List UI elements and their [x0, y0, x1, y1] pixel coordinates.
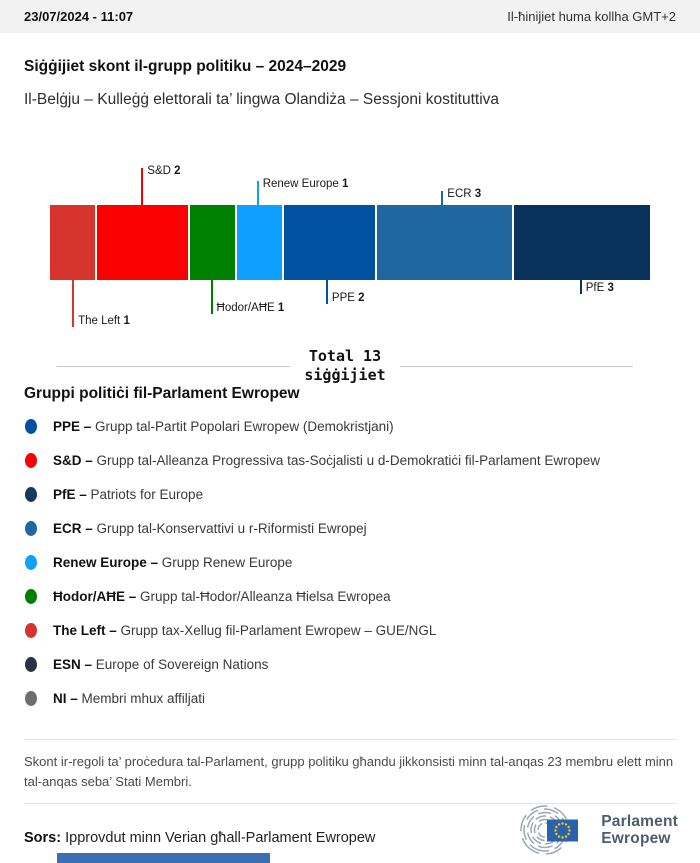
legend-dot-ni [25, 691, 37, 706]
bar-segment-renew-europe[interactable] [237, 205, 282, 280]
legend-item-esn [0, 647, 700, 681]
bar-segment-pfe[interactable] [514, 205, 650, 280]
legend-text: Ħodor/AĦE – Grupp tal-Ħodor/Alleanza Ħielsa Ewropea [53, 588, 391, 604]
bar-segment-s-d[interactable] [97, 205, 187, 280]
leader-line-the-left [72, 280, 74, 327]
legend-text: S&D – Grupp tal-Alleanza Progressiva tas-Soċjalisti u d-Demokratiċi fil-Parlament Ewropew [53, 452, 600, 468]
legend-text: ECR – Grupp tal-Konservattivi u r-Riformisti Ewropej [53, 520, 367, 536]
legend-dot-s-d [25, 453, 37, 468]
divider-top [24, 739, 676, 740]
page-title: Siġġijiet skont il-grupp politiku – 2024–2029 [24, 58, 347, 75]
legend-item-ecr [0, 511, 700, 545]
bar-label-ecr: ECR 3 [447, 188, 482, 200]
leader-line-pfe [580, 280, 582, 294]
bar-segment-the-left[interactable] [50, 205, 95, 280]
ep-hemicycle-icon [515, 805, 593, 855]
bar-label-odor-a-e: Ħodor/AĦE 1 [216, 302, 285, 314]
legend-text: PPE – Grupp tal-Partit Popolari Ewropew (Demokristjani) [53, 418, 394, 434]
bar-label-s-d: S&D 2 [147, 165, 181, 177]
legend-item-renew-europe [0, 545, 700, 579]
source-line [24, 830, 375, 846]
seats-bar [50, 205, 650, 280]
legend-text: ESN – Europe of Sovereign Nations [53, 656, 269, 672]
ep-logo-text [601, 813, 678, 847]
total-row [57, 347, 633, 385]
legend-text: PfE – Patriots for Europe [53, 486, 204, 502]
total-line1: Total 13 [308, 347, 382, 365]
legend-dot-ppe [25, 419, 37, 434]
datetime-label: 23/07/2024 - 11:07 [24, 9, 134, 24]
legend-list [0, 409, 700, 715]
eu-flag-icon [547, 820, 578, 842]
bar-segment-odor-a-e[interactable] [190, 205, 235, 280]
legend-item-s-d [0, 443, 700, 477]
legend-dot-esn [25, 657, 37, 672]
top-header-bar [0, 0, 700, 33]
bar-segment-ecr[interactable] [377, 205, 513, 280]
legend-item-ppe [0, 409, 700, 443]
legend-item-odor-a-e [0, 579, 700, 613]
bar-label-pfe: PfE 3 [585, 282, 614, 294]
legend-dot-renew-europe [25, 555, 37, 570]
procedure-note: Skont ir-regoli ta’ proċedura tal-Parlament, grupp politiku għandu jikkonsisti minn tal-anqas 23 membru elett minn tal-anqas seba’ Stati Membri. [24, 754, 674, 789]
bar-label-renew-europe: Renew Europe 1 [262, 178, 349, 190]
legend-item-ni [0, 681, 700, 715]
page-subtitle: Il-Belġju – Kulleġġ elettorali ta’ lingwa Olandiża – Sessjoni kostituttiva [24, 91, 500, 108]
legend-text: NI – Membri mhux affiljati [53, 690, 206, 706]
footer [0, 804, 700, 863]
bar-label-the-left: The Left 1 [78, 315, 130, 327]
legend-item-pfe [0, 477, 700, 511]
leader-line-odor-a-e [211, 280, 213, 314]
seats-chart [50, 155, 650, 335]
bottom-accent-bar [57, 853, 270, 863]
ep-logo-line1: Parlament [601, 813, 678, 830]
total-line2: siġġijiet [304, 366, 386, 384]
ep-logo [515, 805, 678, 855]
leader-line-s-d [141, 168, 143, 205]
legend-dot-odor-a-e [25, 589, 37, 604]
legend-heading: Gruppi politiċi fil-Parlament Ewropew [24, 385, 300, 402]
bar-segment-ppe[interactable] [284, 205, 374, 280]
legend-text: The Left – Grupp tax-Xellug fil-Parlament Ewropew – GUE/NGL [53, 622, 437, 638]
timezone-note: Il-ħinijiet huma kollha GMT+2 [507, 9, 676, 24]
total-rule-right [400, 366, 633, 367]
leader-line-ppe [326, 280, 328, 304]
total-seats-label [290, 347, 399, 385]
leader-line-renew-europe [257, 181, 259, 205]
total-rule-left [57, 366, 290, 367]
legend-dot-pfe [25, 487, 37, 502]
legend-dot-ecr [25, 521, 37, 536]
legend-dot-the-left [25, 623, 37, 638]
legend-text: Renew Europe – Grupp Renew Europe [53, 554, 293, 570]
legend-item-the-left [0, 613, 700, 647]
ep-logo-line2: Ewropew [601, 830, 671, 847]
source-label: Sors: [24, 830, 62, 846]
leader-line-ecr [441, 191, 443, 205]
source-text: Ipprovdut minn Verian għall-Parlament Ewropew [61, 830, 376, 846]
bar-label-ppe: PPE 2 [331, 292, 365, 304]
